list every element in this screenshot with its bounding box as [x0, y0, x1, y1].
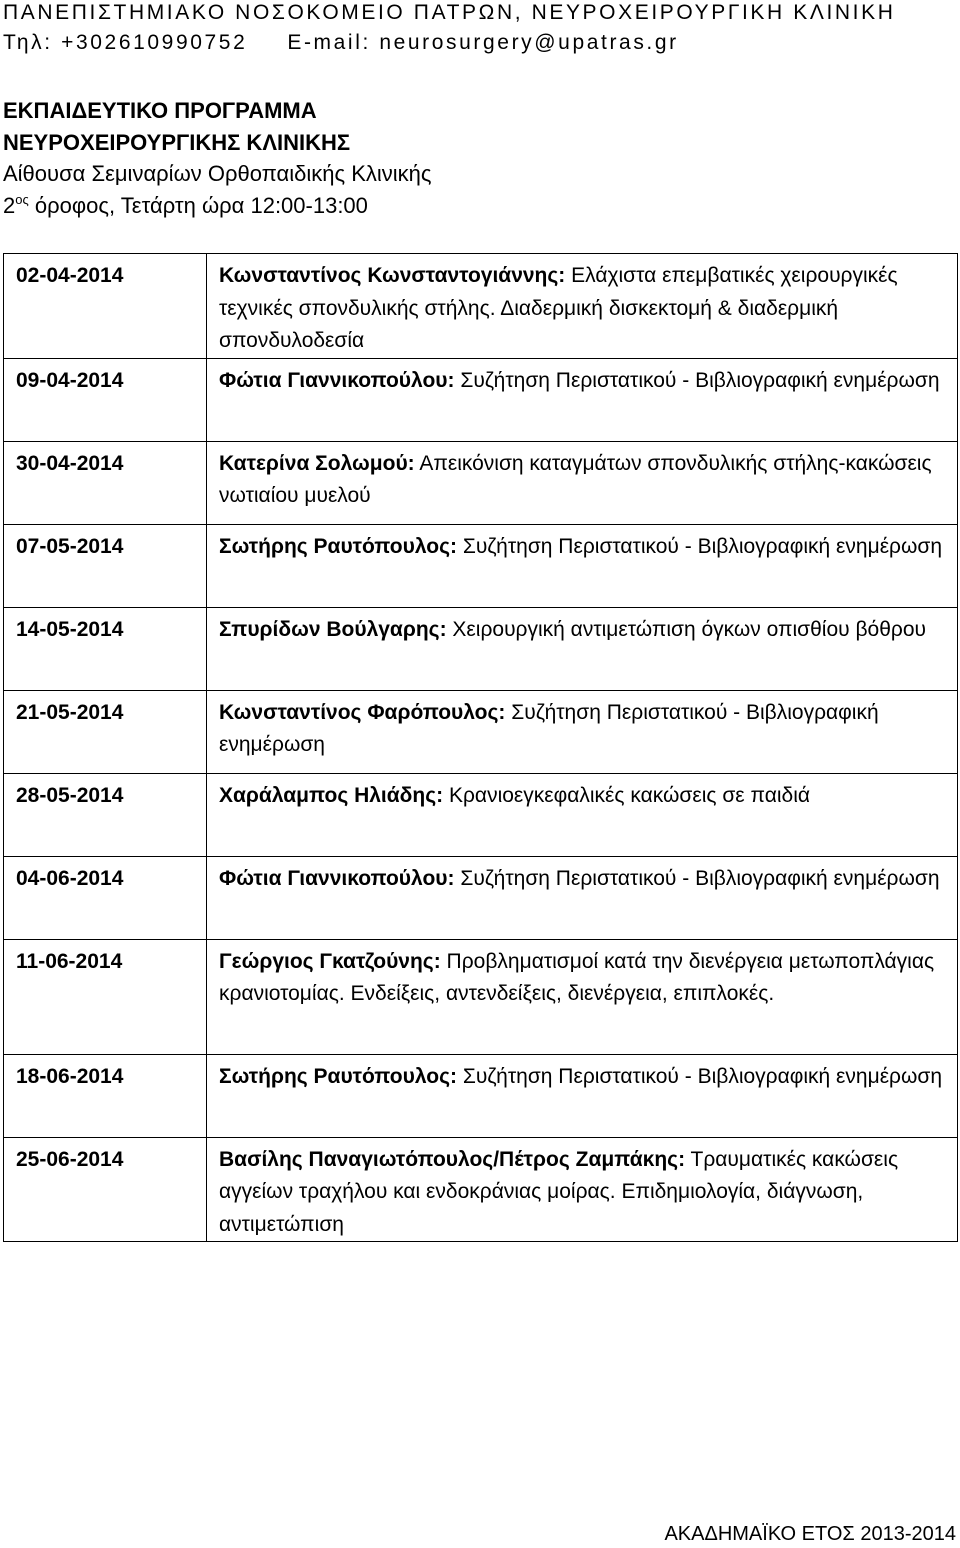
schedule-row — [4, 441, 958, 524]
speaker-name: Κωνσταντίνος Φαρόπουλος: — [219, 700, 506, 724]
session-topic — [207, 856, 958, 939]
topic-text: Συζήτηση Περιστατικού - Βιβλιογραφική ενημέρωση — [454, 866, 940, 890]
speaker-name: Σωτήρης Ραυτόπουλος: — [219, 534, 457, 558]
contact-line — [3, 30, 958, 56]
session-topic — [207, 254, 958, 359]
speaker-name: Γεώργιος Γκατζούνης: — [219, 949, 441, 973]
topic-text: Κρανιοεγκεφαλικές κακώσεις σε παιδιά — [443, 783, 810, 807]
email-text: E-mail: neurosurgery@upatras.gr — [287, 31, 679, 54]
session-topic — [207, 358, 958, 441]
topic-text: Συζήτηση Περιστατικού - Βιβλιογραφική ενημέρωση — [219, 700, 879, 756]
schedule-row — [4, 607, 958, 690]
speaker-name: Σωτήρης Ραυτόπουλος: — [219, 1064, 457, 1088]
schedule-row — [4, 690, 958, 773]
session-date: 21-05-2014 — [4, 690, 207, 773]
session-date: 28-05-2014 — [4, 773, 207, 856]
schedule-row — [4, 939, 958, 1054]
program-subtitle: ΝΕΥΡΟΧΕΙΡΟΥΡΓΙΚΗΣ ΚΛΙΝΙΚΗΣ — [3, 129, 351, 155]
session-topic — [207, 1137, 958, 1242]
schedule-row — [4, 358, 958, 441]
session-date: 18-06-2014 — [4, 1054, 207, 1137]
hospital-header: ΠΑΝΕΠΙΣΤΗΜΙΑΚΟ ΝΟΣΟΚΟΜΕΙΟ ΠΑΤΡΩΝ, ΝΕΥΡΟΧΕΙΡΟΥΡΓΙΚΗ ΚΛΙΝΙΚΗ — [3, 1, 896, 24]
session-topic — [207, 773, 958, 856]
session-topic — [207, 939, 958, 1054]
speaker-name: Φώτια Γιαννικοπούλου: — [219, 368, 455, 392]
session-topic — [207, 441, 958, 524]
schedule-row — [4, 1137, 958, 1242]
venue-text: Αίθουσα Σεμιναρίων Ορθοπαιδικής Κλινικής — [3, 161, 432, 186]
topic-text: Συζήτηση Περιστατικού - Βιβλιογραφική ενημέρωση — [454, 368, 940, 392]
session-date: 04-06-2014 — [4, 856, 207, 939]
session-topic — [207, 1054, 958, 1137]
speaker-name: Φώτια Γιαννικοπούλου: — [219, 866, 455, 890]
topic-text: Ελάχιστα επεμβατικές χειρουργικές τεχνικές σπονδυλικής στήλης. Διαδερμική δισκεκτομή & διαδερμική σπονδυλοδεσία — [219, 264, 898, 352]
speaker-name: Κωνσταντίνος Κωνσταντογιάννης: — [219, 264, 566, 287]
session-topic — [207, 524, 958, 607]
session-date: 09-04-2014 — [4, 358, 207, 441]
speaker-name: Χαράλαμπος Ηλιάδης: — [219, 783, 444, 807]
time-text — [3, 190, 431, 222]
floor-number: 2 — [3, 192, 16, 218]
schedule-row — [4, 856, 958, 939]
session-date: 25-06-2014 — [4, 1137, 207, 1242]
speaker-name: Σπυρίδων Βούλγαρης: — [219, 617, 447, 641]
speaker-name: Βασίλης Παναγιωτόπουλος/Πέτρος Ζαμπάκης: — [219, 1147, 686, 1171]
session-topic — [207, 690, 958, 773]
program-heading — [3, 95, 431, 221]
floor-details: όροφος, Τετάρτη ώρα 12:00-13:00 — [28, 192, 368, 218]
topic-text: Συζήτηση Περιστατικού - Βιβλιογραφική ενημέρωση — [457, 1064, 943, 1088]
session-topic — [207, 607, 958, 690]
session-date: 02-04-2014 — [4, 254, 207, 359]
phone-text: Τηλ: +302610990752 — [3, 31, 248, 54]
topic-text: Απεικόνιση καταγμάτων σπονδυλικής στήλης-κακώσεις νωτιαίου μυελού — [219, 451, 932, 507]
floor-ordinal: ος — [15, 191, 29, 207]
speaker-name: Κατερίνα Σολωμού: — [219, 451, 415, 475]
session-date: 11-06-2014 — [4, 939, 207, 1054]
schedule-table — [3, 253, 958, 1242]
session-date: 30-04-2014 — [4, 441, 207, 524]
topic-text: Συζήτηση Περιστατικού - Βιβλιογραφική ενημέρωση — [457, 534, 943, 558]
session-date: 14-05-2014 — [4, 607, 207, 690]
schedule-row — [4, 524, 958, 607]
schedule-row — [4, 254, 958, 359]
schedule-row — [4, 1054, 958, 1137]
session-date: 07-05-2014 — [4, 524, 207, 607]
topic-text: Χειρουργική αντιμετώπιση όγκων οπισθίου βόθρου — [446, 617, 927, 641]
program-title: ΕΚΠΑΙΔΕΥΤΙΚΟ ΠΡΟΓΡΑΜΜΑ — [3, 98, 317, 123]
schedule-row — [4, 773, 958, 856]
academic-year: ΑΚΑΔΗΜΑΪΚΟ ΕΤΟΣ 2013-2014 — [664, 1523, 956, 1545]
topic-text: Προβληματισμοί κατά την διενέργεια μετωποπλάγιας κρανιοτομίας. Ενδείξεις, αντενδείξεις, διενέργεια, επιπλοκές. — [219, 949, 935, 1005]
topic-text: Τραυματικές κακώσεις αγγείων τραχήλου και ενδοκράνιας μοίρας. Επιδημιολογία, διάγνωση, αντιμετώπιση — [219, 1147, 899, 1236]
